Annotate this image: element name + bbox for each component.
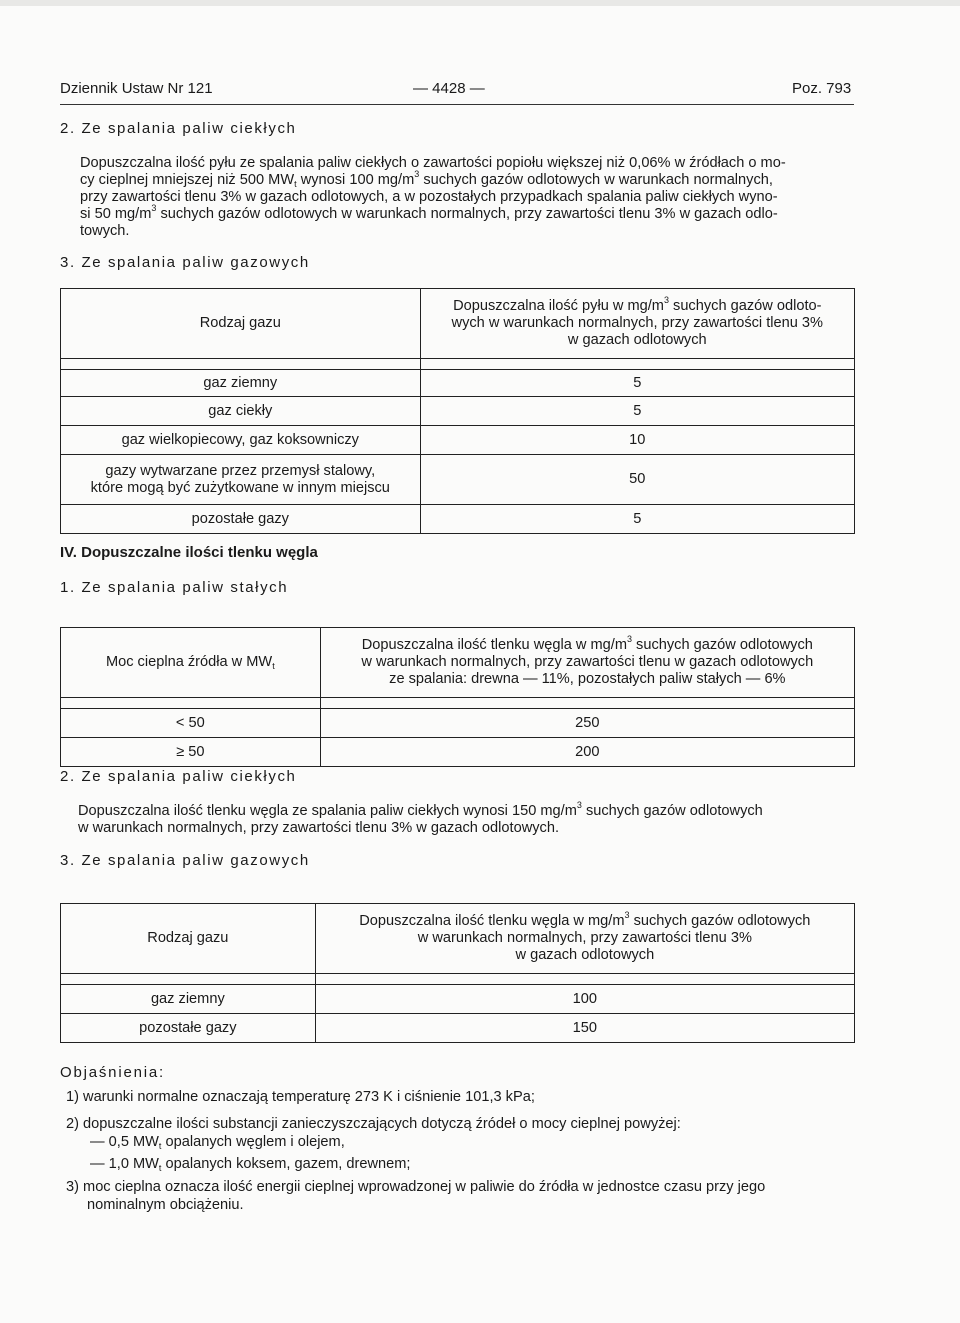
table-row [61,370,855,397]
paragraph-line: w warunkach normalnych, przy zawartości tlenu 3% w gazach odlotowych. [78,820,560,836]
co-gas-table [60,903,855,1043]
column-header-co-limit: Dopuszczalna ilość tlenku węgla w $mg/m^3$ suchych gazów odlotowych w warunkach normalnych, przy zawartości tlenu 3% w gazach odlotowych [315,904,854,974]
paragraph-line: przy zawartości tlenu 3% w gazach odlotowych, a w pozostałych przypadkach spalania paliw ciekłych wyno- [80,189,778,205]
column-header-gas-type: Rodzaj gazu [61,904,316,974]
gas-type-cell: gaz ziemny [61,370,421,397]
gas-type-cell: gaz wielkopiecowy, gaz koksowniczy [61,426,421,455]
limit-cell: 150 [315,1014,854,1043]
table-header-row [61,628,855,698]
column-header-dust-limit: Dopuszczalna ilość pyłu w $mg/m^3$ suchych gazów odloto- wych w warunkach normalnych, przy zawartości tlenu 3% w gazach odlotowych [420,289,854,359]
limit-cell: 5 [420,370,854,397]
table-row [61,455,855,505]
notes-heading: Objaśnienia: [60,1064,165,1081]
limit-cell: 5 [420,505,854,534]
table-header-row [61,289,855,359]
journal-title: Dziennik Ustaw Nr 121 [60,80,213,97]
column-header-power: Moc cieplna źródła w $MW_t$ [61,628,321,698]
note-2-item-b: — 1,0 $MW_t$ opalanych koksem, gazem, drewnem; [90,1156,411,1173]
page-number: — 4428 — [413,80,485,97]
note-2: 2) dopuszczalne ilości substancji zanieczyszczających dotyczą źródeł o mocy cieplnej powyżej: [66,1116,681,1132]
table-row [61,1014,855,1043]
gas-type-cell: gaz ciekły [61,397,421,426]
limit-cell: 250 [320,709,854,738]
position-number: Poz. 793 [792,80,852,97]
column-header-co-limit: Dopuszczalna ilość tlenku węgla w $mg/m^3$ suchych gazów odlotowych w warunkach normalnych, przy zawartości tlenu w gazach odlotowych ze spalania: drewna — 11%, pozostałych paliw stałych — 6% [320,628,854,698]
column-header-gas-type: Rodzaj gazu [61,289,421,359]
paragraph-line: si 50 $mg/m^3$ suchych gazów odlotowych w warunkach normalnych, przy zawartości tlenu 3% w gazach odlo- [80,203,778,222]
gas-type-cell: pozostałe gazy [61,505,421,534]
table-row [61,709,855,738]
scan-edge [0,0,960,6]
table-spacer-row [61,359,855,370]
note-2-item-a: — 0,5 $MW_t$ opalanych węglem i olejem, [90,1134,345,1151]
limit-cell: 50 [420,455,854,505]
gas-type-cell: pozostałe gazy [61,1014,316,1043]
note-3: 3) moc cieplna oznacza ilość energii cieplnej wprowadzonej w paliwie do źródła w jednostce czasu przy jego nominalnym obciążeniu. [66,1179,766,1213]
co-solid-table [60,627,855,767]
co-liquid-paragraph [78,800,868,837]
dust-liquid-paragraph [80,155,860,240]
gas-type-cell: gaz ziemny [61,985,316,1014]
gas-type-cell: gazy wytwarzane przez przemysł stalowy, które mogą być zużytkowane w innym miejscu [61,455,421,505]
power-cell: ≥ 50 [61,738,321,767]
section-heading-co-liquid: 2. Ze spalania paliw ciekłych [60,768,297,785]
limit-cell: 5 [420,397,854,426]
table-row [61,426,855,455]
section-heading-co-gas: 3. Ze spalania paliw gazowych [60,852,310,869]
dust-gas-table [60,288,855,534]
table-row [61,738,855,767]
power-cell: < 50 [61,709,321,738]
section-heading-co-solid: 1. Ze spalania paliw stałych [60,579,289,596]
limit-cell: 10 [420,426,854,455]
table-header-row [61,904,855,974]
table-row [61,985,855,1014]
table-row [61,505,855,534]
paragraph-line: Dopuszczalna ilość pyłu ze spalania paliw ciekłych o zawartości popiołu większej niż 0,06% w źródłach o mo- [80,155,786,171]
section-iv-heading: IV. Dopuszczalne ilości tlenku węgla [60,544,318,561]
section-heading-dust-liquid: 2. Ze spalania paliw ciekłych [60,120,297,137]
table-spacer-row [61,974,855,985]
table-row [61,397,855,426]
note-1: 1) warunki normalne oznaczają temperaturę 273 K i ciśnienie 101,3 kPa; [66,1089,535,1105]
paragraph-line: towych. [80,223,130,239]
limit-cell: 200 [320,738,854,767]
section-heading-dust-gas: 3. Ze spalania paliw gazowych [60,254,310,271]
header-rule [60,104,854,105]
table-spacer-row [61,698,855,709]
paragraph-line: cy cieplnej mniejszej niż 500 $MW_t$ wynosi 100 $mg/m^3$ suchych gazów odlotowych w warunkach normalnych, [80,169,773,189]
paragraph-line: Dopuszczalna ilość tlenku węgla ze spalania paliw ciekłych wynosi 150 $mg/m^3$ suchych gazów odlotowych [78,800,763,819]
limit-cell: 100 [315,985,854,1014]
